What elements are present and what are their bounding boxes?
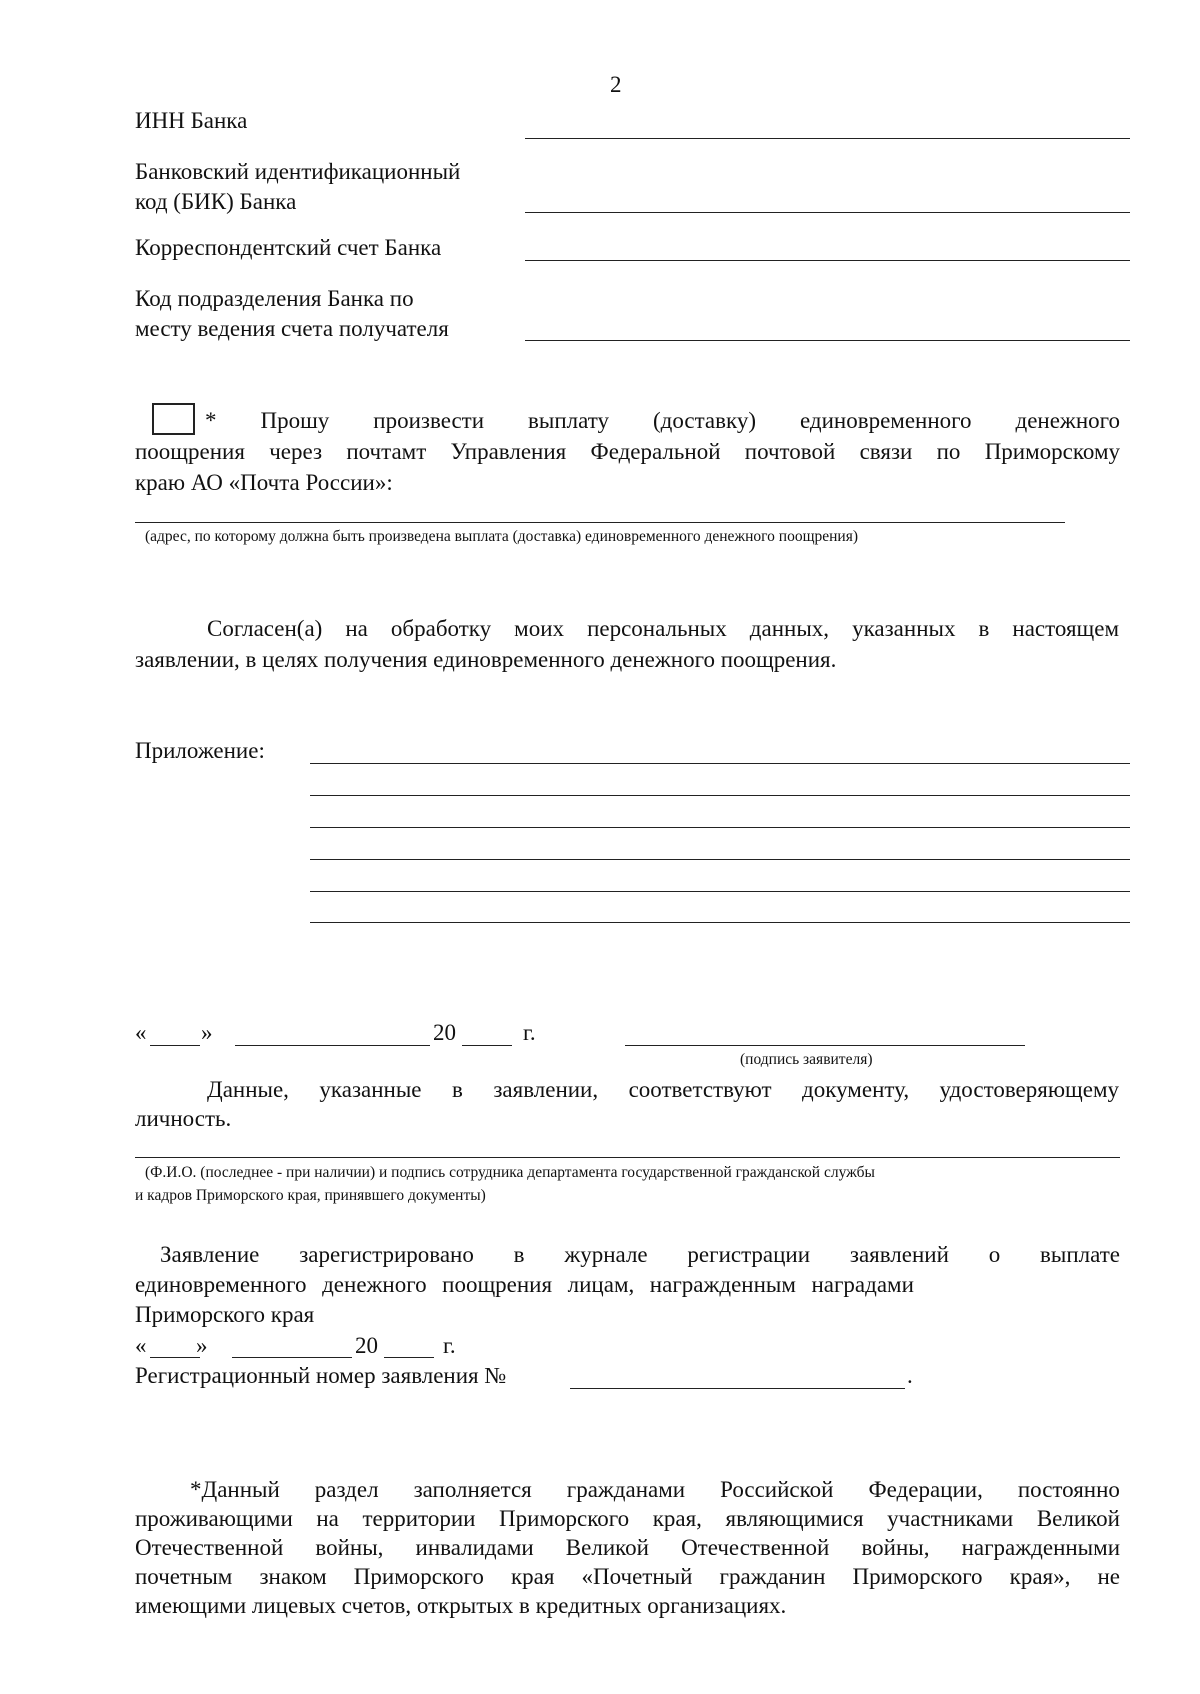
date-open-quote: «	[135, 1020, 147, 1045]
verification-line1: Данные, указанные в заявлении, соответствуют документу, удостоверяющему	[207, 1077, 1119, 1102]
registration-date-month-field[interactable]	[232, 1357, 352, 1358]
bik-field[interactable]	[525, 212, 1130, 213]
attachment-line-6[interactable]	[310, 922, 1130, 923]
registration-date-day-field[interactable]	[150, 1357, 200, 1358]
inn-field[interactable]	[525, 138, 1130, 139]
date-year-field[interactable]	[462, 1045, 512, 1046]
registration-date-year-prefix: 20	[355, 1333, 378, 1358]
date-close-quote: »	[201, 1020, 213, 1045]
footnote-line3: Отечественной войны, инвалидами Великой Отечественной войны, награжденными	[135, 1535, 1120, 1560]
registration-number-label: Регистрационный номер заявления №	[135, 1363, 507, 1388]
registration-number-field[interactable]	[570, 1388, 905, 1389]
registration-line1: Заявление зарегистрировано в журнале регистрации заявлений о выплате	[160, 1242, 1120, 1267]
inn-label: ИНН Банка	[135, 108, 248, 133]
post-request-line3: краю АО «Почта России»:	[135, 470, 393, 495]
corr-account-label: Корреспондентский счет Банка	[135, 235, 442, 260]
registration-date-close-quote: »	[196, 1333, 208, 1358]
footnote-line4: почетным знаком Приморского края «Почетный гражданин Приморского края», не	[135, 1564, 1120, 1589]
attachment-line-1[interactable]	[310, 763, 1130, 764]
branch-code-label-line2: месту ведения счета получателя	[135, 316, 449, 341]
employee-signature-field[interactable]	[135, 1157, 1120, 1158]
verification-line2: личность.	[135, 1106, 232, 1131]
footnote-line2: проживающими на территории Приморского края, являющимися участниками Великой	[135, 1506, 1120, 1531]
bik-label-line2: код (БИК) Банка	[135, 189, 297, 214]
branch-code-field[interactable]	[525, 340, 1130, 341]
page-number: 2	[610, 72, 622, 97]
delivery-address-field[interactable]	[135, 522, 1065, 523]
post-request-line1: * Прошу произвести выплату (доставку) единовременного денежного	[205, 408, 1120, 433]
consent-line2: заявлении, в целях получения единовременного денежного поощрения.	[135, 647, 837, 672]
footnote-line5: имеющими лицевых счетов, открытых в кредитных организациях.	[135, 1593, 787, 1618]
consent-line1: Согласен(а) на обработку моих персональных данных, указанных в настоящем	[207, 616, 1119, 641]
delivery-address-caption: (адрес, по которому должна быть произведена выплата (доставка) единовременного денежного поощрения)	[145, 528, 859, 545]
attachment-line-3[interactable]	[310, 827, 1130, 828]
branch-code-label-line1: Код подразделения Банка по	[135, 286, 414, 311]
attachment-line-5[interactable]	[310, 891, 1130, 892]
registration-date-year-field[interactable]	[384, 1357, 434, 1358]
registration-line2: единовременного денежного поощрения лицам, награжденным наградами	[135, 1272, 914, 1297]
applicant-signature-field[interactable]	[625, 1045, 1025, 1046]
signature-caption: (подпись заявителя)	[740, 1051, 873, 1068]
bik-label-line1: Банковский идентификационный	[135, 159, 461, 184]
date-month-field[interactable]	[235, 1045, 430, 1046]
date-day-field[interactable]	[150, 1045, 200, 1046]
employee-caption-line1: (Ф.И.О. (последнее - при наличии) и подпись сотрудника департамента государственной гражданской службы	[145, 1164, 875, 1181]
date-year-prefix: 20	[433, 1020, 456, 1045]
post-request-line2: поощрения через почтамт Управления Федеральной почтовой связи по Приморскому	[135, 439, 1120, 464]
registration-number-end: .	[907, 1363, 913, 1388]
attachment-line-2[interactable]	[310, 795, 1130, 796]
footnote-line1: *Данный раздел заполняется гражданами Российской Федерации, постоянно	[190, 1477, 1120, 1502]
attachment-label: Приложение:	[135, 738, 265, 763]
registration-line3: Приморского края	[135, 1302, 315, 1327]
date-year-suffix: г.	[523, 1020, 536, 1045]
registration-date-year-suffix: г.	[443, 1333, 456, 1358]
post-delivery-checkbox[interactable]	[152, 403, 195, 435]
registration-date-open-quote: «	[135, 1333, 147, 1358]
employee-caption-line2: и кадров Приморского края, принявшего документы)	[135, 1187, 486, 1204]
attachment-line-4[interactable]	[310, 859, 1130, 860]
corr-account-field[interactable]	[525, 260, 1130, 261]
